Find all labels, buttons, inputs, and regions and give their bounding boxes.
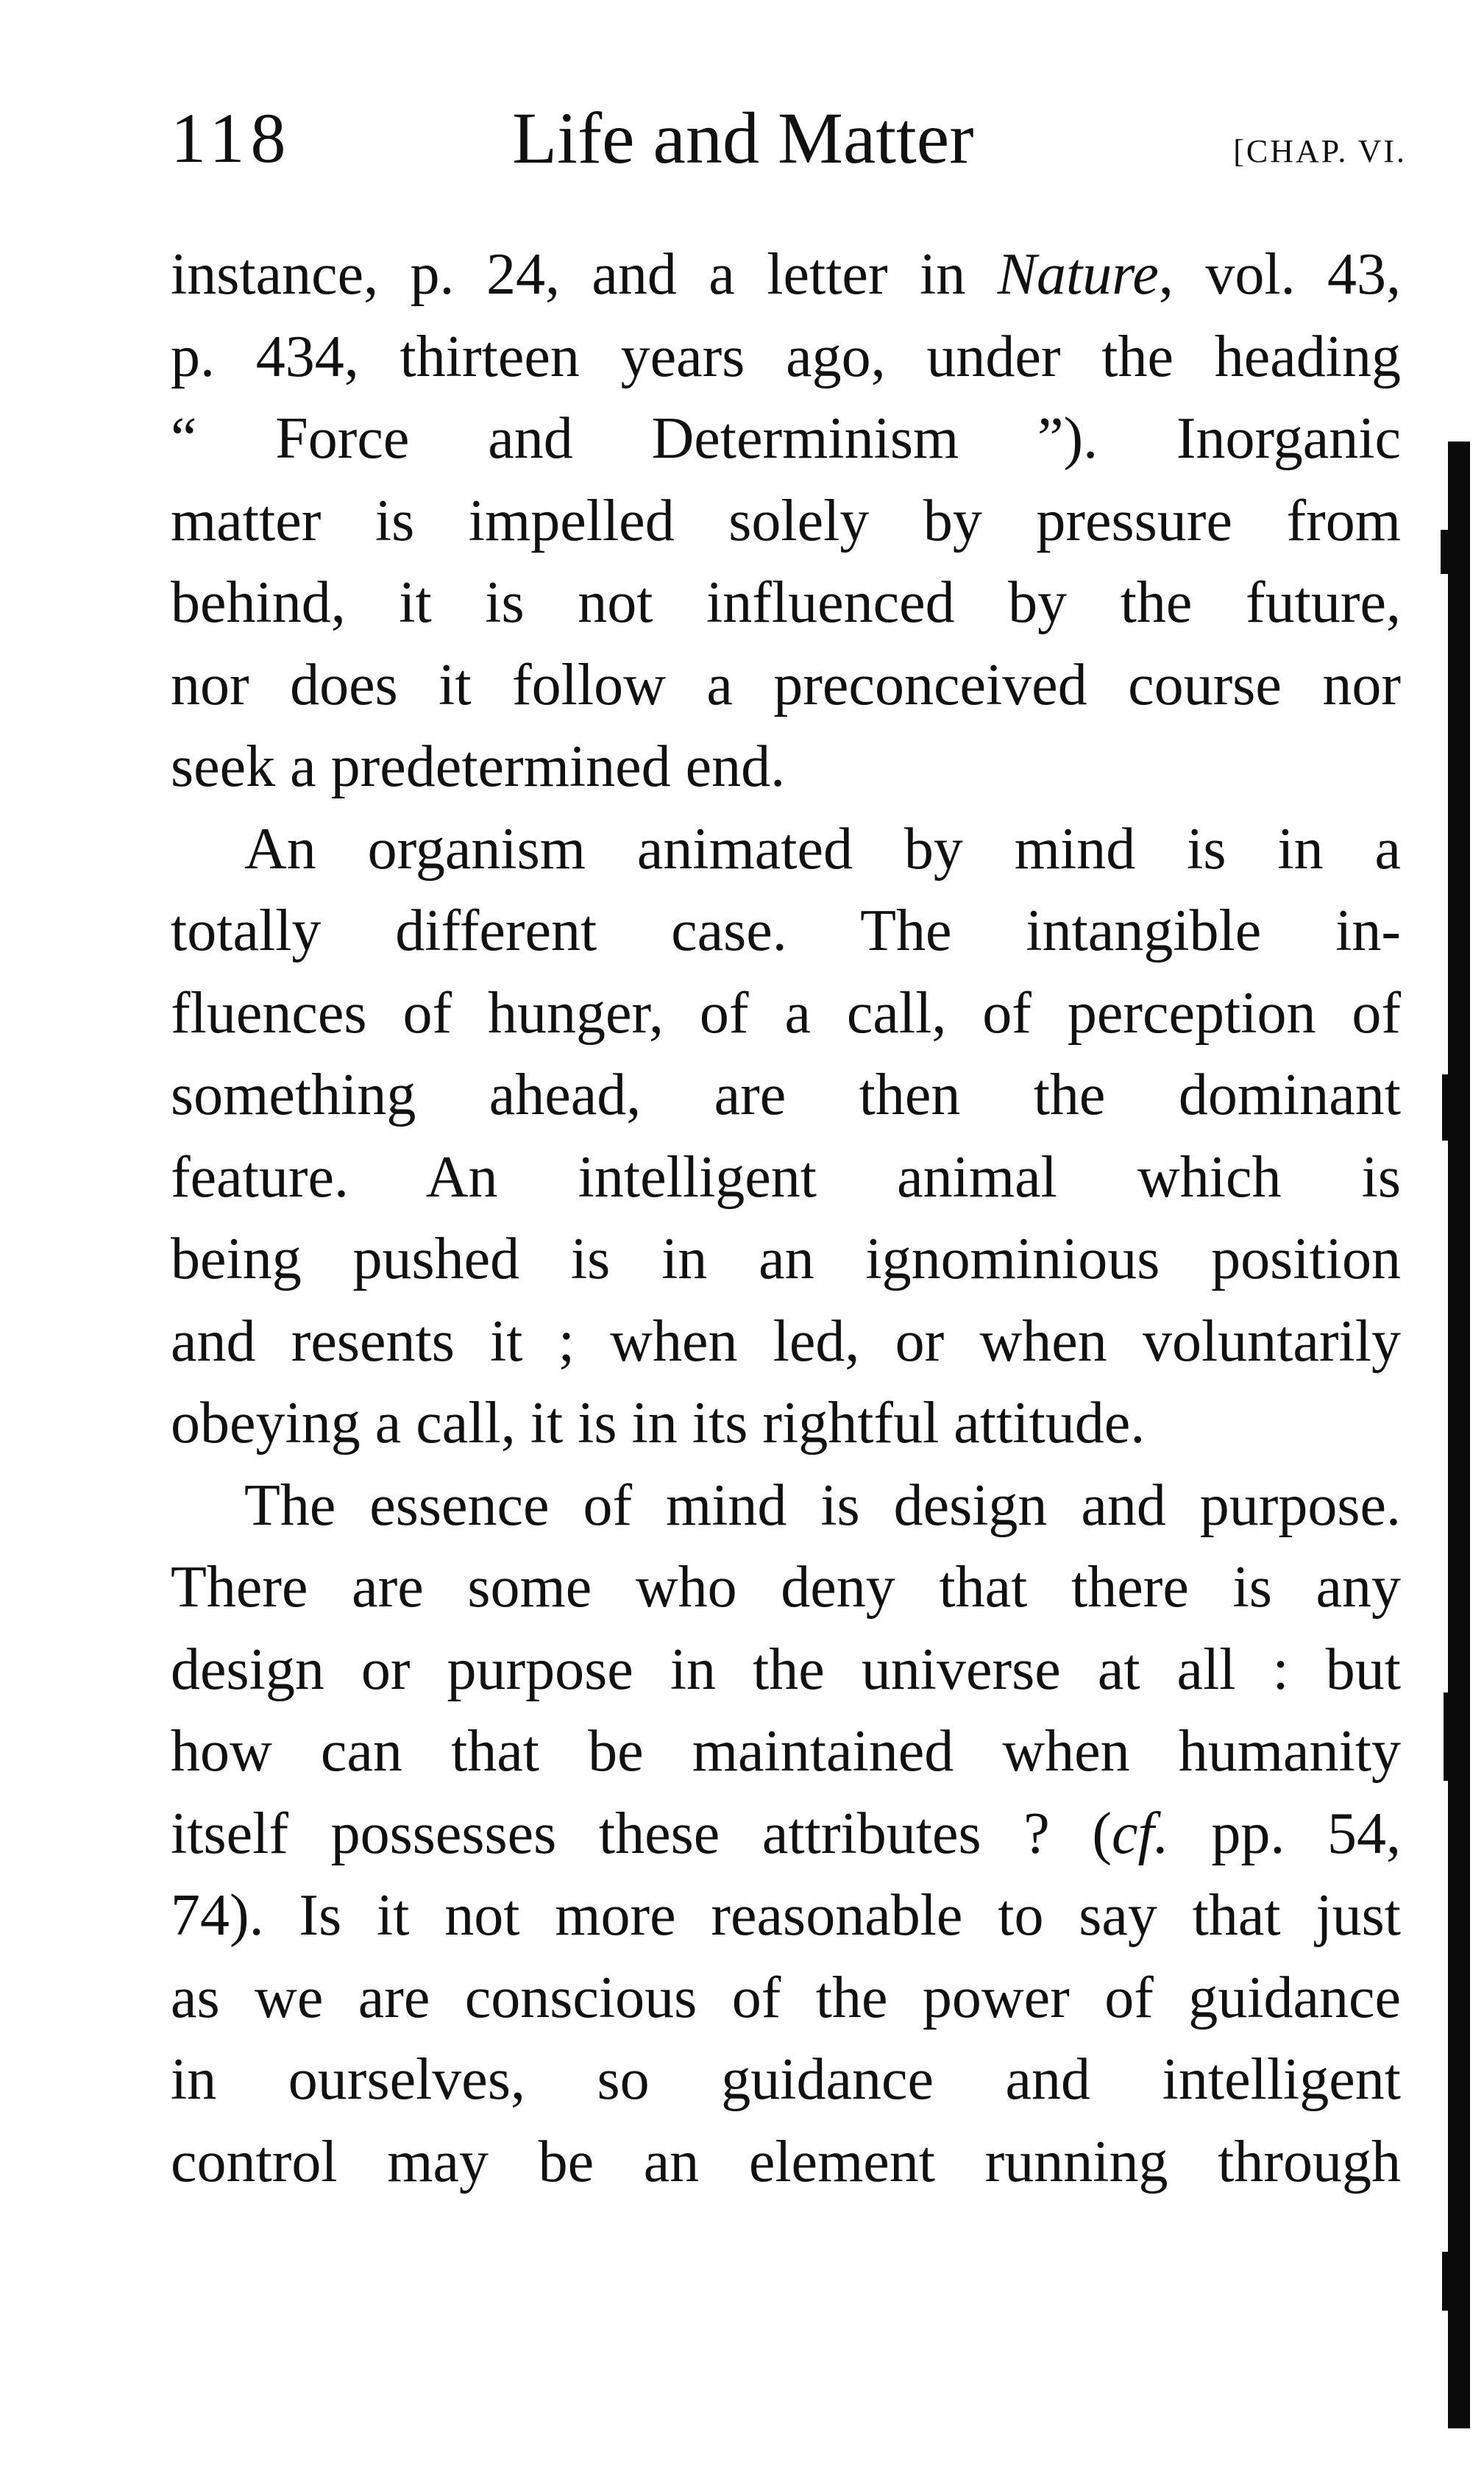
text-line	[171, 316, 1401, 399]
page-number: 118	[171, 99, 292, 177]
text-segment: totally different case. The intangible in-	[171, 898, 1401, 963]
text-segment: feature. An intelligent animal which is	[171, 1144, 1401, 1210]
text-segment: “ Force and Determinism ”). Inorganic	[171, 406, 1401, 471]
text-line	[171, 1465, 1401, 1548]
text-segment: seek a predetermined end.	[171, 734, 786, 799]
text-segment: fluences of hunger, of a call, of perception of	[171, 980, 1401, 1046]
italic-text: Nature	[997, 242, 1159, 307]
text-line	[171, 1793, 1401, 1876]
text-segment: being pushed is in an ignominious position	[171, 1227, 1401, 1291]
text-line	[171, 1383, 1401, 1465]
text-line	[171, 2039, 1401, 2122]
body-text	[171, 234, 1401, 2203]
text-segment: instance, p. 24, and a letter in	[171, 242, 998, 307]
text-line	[171, 1055, 1401, 1137]
text-line	[171, 398, 1401, 481]
text-line	[171, 562, 1401, 645]
running-title: Life and Matter	[512, 97, 974, 179]
text-segment: as we are conscious of the power of guidance	[171, 1965, 1401, 2030]
text-line	[171, 1137, 1401, 1219]
text-line	[171, 726, 1401, 809]
page-edge-shadow	[1442, 2252, 1449, 2311]
text-segment: and resents it ; when led, or when voluntarily	[171, 1308, 1401, 1374]
text-segment: 74). Is it not more reasonable to say that just	[171, 1883, 1401, 1948]
text-line	[171, 1957, 1401, 2040]
text-line	[171, 809, 1401, 891]
italic-text: cf.	[1112, 1801, 1169, 1866]
text-segment: p. 434, thirteen years ago, under the heading	[171, 324, 1401, 389]
chapter-reference: [CHAP. VI.	[1233, 133, 1407, 169]
text-line	[171, 1219, 1401, 1301]
text-line	[171, 481, 1401, 563]
page-edge-shadow	[1444, 1693, 1449, 1781]
running-head	[171, 94, 1407, 182]
text-line	[171, 1629, 1401, 1712]
text-line	[171, 973, 1401, 1055]
page-edge-shadow	[1442, 1074, 1449, 1141]
text-line	[171, 234, 1401, 316]
text-line	[171, 645, 1401, 727]
text-segment: behind, it is not influenced by the future,	[171, 570, 1401, 635]
text-segment: The essence of mind is design and purpose.	[244, 1472, 1401, 1538]
text-line	[171, 2122, 1401, 2204]
text-segment: There are some who deny that there is any	[171, 1555, 1401, 1620]
text-segment: obeying a call, it is in its rightful attitude.	[171, 1391, 1146, 1456]
text-segment: how can that be maintained when humanity	[171, 1719, 1401, 1784]
page-edge-shadow	[1441, 530, 1449, 574]
text-segment: something ahead, are then the dominant	[171, 1063, 1401, 1127]
text-line	[171, 1301, 1401, 1383]
text-segment: itself possesses these attributes ? (	[171, 1801, 1112, 1866]
text-line	[171, 1711, 1401, 1793]
page-edge-shadow	[1448, 442, 1470, 2428]
text-segment: in ourselves, so guidance and intelligent	[171, 2047, 1401, 2112]
text-segment: An organism animated by mind is in a	[244, 816, 1401, 882]
text-segment: design or purpose in the universe at all : but	[171, 1637, 1401, 1702]
text-line	[171, 1875, 1401, 1957]
text-line	[171, 890, 1401, 973]
text-line	[171, 1547, 1401, 1629]
text-segment: matter is impelled solely by pressure from	[171, 488, 1401, 553]
text-segment: nor does it follow a preconceived course nor	[171, 652, 1401, 717]
text-segment: control may be an element running through	[171, 2129, 1401, 2194]
text-segment: pp. 54,	[1168, 1801, 1402, 1866]
text-segment: , vol. 43,	[1158, 242, 1401, 307]
